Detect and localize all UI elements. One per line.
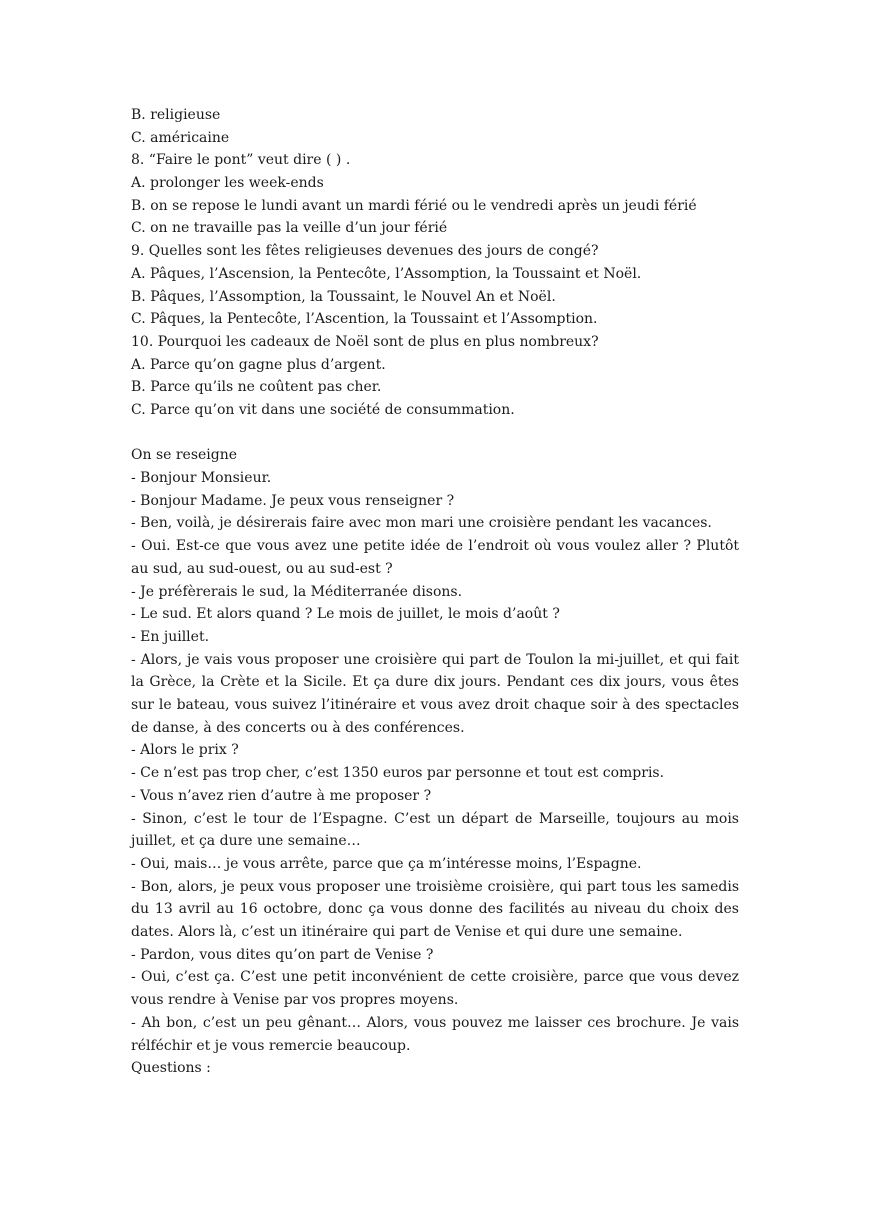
dialogue-line: - Bonjour Madame. Je peux vous renseigner ? <box>131 492 455 509</box>
dialogue-line: - Ben, voilà, je désirerais faire avec mon mari une croisière pendant les vacances. <box>131 515 712 532</box>
dialogue-line: - Sinon, c’est le tour de l’Espagne. C’est un départ de Marseille, toujours au mois juillet, et ça dure une semaine… <box>131 810 739 850</box>
answer-option-10c: C. Parce qu’on vit dans une société de consummation. <box>131 401 515 418</box>
question-9: 9. Quelles sont les fêtes religieuses devenues des jours de congé? <box>131 243 599 260</box>
dialogue-line: - Ce n’est pas trop cher, c’est 1350 euros par personne et tout est compris. <box>131 765 665 782</box>
dialogue-title: On se reseigne <box>131 447 238 464</box>
question-8: 8. “Faire le pont” veut dire ( ) . <box>131 152 351 169</box>
answer-option-10b: B. Parce qu’ils ne coûtent pas cher. <box>131 379 382 396</box>
dialogue-line: - Pardon, vous dites qu’on part de Venise ? <box>131 946 434 963</box>
dialogue-line: - Vous n’avez rien d’autre à me proposer ? <box>131 787 432 804</box>
answer-option-8b: B. on se repose le lundi avant un mardi férié ou le vendredi après un jeudi férié <box>131 197 697 214</box>
dialogue-line: - Je préfèrerais le sud, la Méditerranée disons. <box>131 583 463 600</box>
dialogue-line: - Ah bon, c’est un peu gênant… Alors, vous pouvez me laisser ces brochure. Je vais rélféchir et je vous remercie beaucoup. <box>131 1014 739 1054</box>
dialogue-line: - Oui. Est-ce que vous avez une petite idée de l’endroit où vous voulez aller ? Plutôt au sud, au sud-ouest, ou au sud-est ? <box>131 538 739 577</box>
answer-option-9a: A. Pâques, l’Ascension, la Pentecôte, l’Assomption, la Toussaint et Noël. <box>131 265 642 282</box>
dialogue-line: - Oui, mais… je vous arrête, parce que ça m’intéresse moins, l’Espagne. <box>131 855 642 872</box>
answer-option-10a: A. Parce qu’on gagne plus d’argent. <box>131 356 386 373</box>
answer-option-8a: A. prolonger les week-ends <box>131 175 324 192</box>
dialogue-line: - Alors, je vais vous proposer une croisière qui part de Toulon la mi-juillet, et qui fait la Grèce, la Crète et la Sicile. Et ça dure dix jours. Pendant ces dix jours, vous êtes sur le bateau, vous suivez l’itinéraire et vous avez droit chaque soir à des spectacles de danse, à des concerts ou à des conférences. <box>131 651 739 736</box>
answer-option-9b: B. Pâques, l’Assomption, la Toussaint, le Nouvel An et Noël. <box>131 288 556 305</box>
answer-option-b-religieuse: B. religieuse <box>131 107 221 123</box>
questions-label: Questions : <box>131 1060 211 1077</box>
answer-option-c-americaine: C. américaine <box>131 129 230 146</box>
dialogue-line: - Bon, alors, je peux vous proposer une troisième croisière, qui part tous les samedis du 13 avril au 16 octobre, donc ça vous donne des facilités au niveau du choix des dates. Alors là, c’est un itinéraire qui part de Venise et qui dure une semaine. <box>131 878 739 941</box>
dialogue-line: - En juillet. <box>131 628 210 645</box>
section-spacer <box>131 422 739 445</box>
dialogue-line: - Oui, c’est ça. C’est une petit inconvénient de cette croisière, parce que vous devez vous rendre à Venise par vos propres moyens. <box>131 969 739 1009</box>
answer-option-8c: C. on ne travaille pas la veille d’un jour férié <box>131 220 448 237</box>
answer-option-9c: C. Pâques, la Pentecôte, l’Ascention, la Toussaint et l’Assomption. <box>131 311 598 328</box>
dialogue-line: - Alors le prix ? <box>131 742 239 759</box>
question-10: 10. Pourquoi les cadeaux de Noël sont de plus en plus nombreux? <box>131 333 599 350</box>
document-body <box>131 104 739 1080</box>
dialogue-line: - Le sud. Et alors quand ? Le mois de juillet, le mois d’août ? <box>131 606 560 623</box>
dialogue-line: - Bonjour Monsieur. <box>131 470 272 486</box>
